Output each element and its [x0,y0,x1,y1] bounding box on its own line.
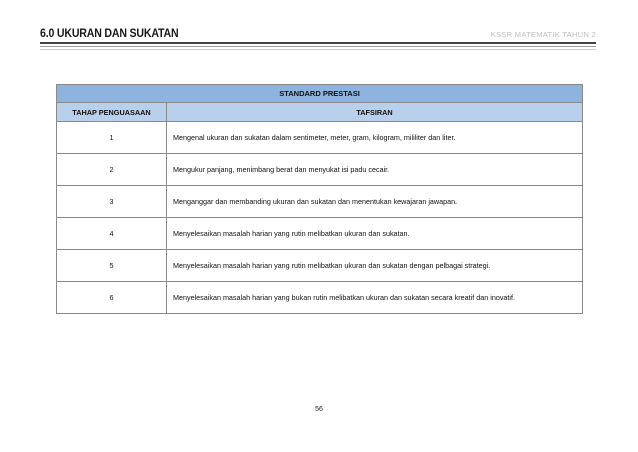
level-cell: 3 [57,186,167,218]
header-rule-light [40,46,596,47]
table-row [57,250,583,282]
column-header-tahap: TAHAP PENGUASAAN [57,103,167,122]
table-row [57,282,583,314]
table-row [57,122,583,154]
header-rule-light-2 [40,49,596,50]
level-cell: 5 [57,250,167,282]
table-row [57,186,583,218]
description-cell: Menyelesaikan masalah harian yang bukan rutin melibatkan ukuran dan sukatan secara kreatif dan inovatif. [167,282,583,314]
table-row [57,218,583,250]
document-label: KSSR MATEMATIK TAHUN 2 [490,30,596,39]
description-cell: Mengenal ukuran dan sukatan dalam sentimeter, meter, gram, kilogram, mililiter dan liter. [167,122,583,154]
description-cell: Menganggar dan membanding ukuran dan sukatan dan menentukan kewajaran jawapan. [167,186,583,218]
level-cell: 1 [57,122,167,154]
level-cell: 6 [57,282,167,314]
section-title: 6.0 UKURAN DAN SUKATAN [40,28,179,40]
table-title: STANDARD PRESTASI [57,85,583,103]
level-cell: 2 [57,154,167,186]
page-number: 56 [315,406,323,413]
header-rule-dark [40,42,596,44]
standard-prestasi-table [56,84,583,314]
table-row [57,154,583,186]
column-header-tafsiran: TAFSIRAN [167,103,583,122]
description-cell: Menyelesaikan masalah harian yang rutin melibatkan ukuran dan sukatan. [167,218,583,250]
level-cell: 4 [57,218,167,250]
description-cell: Menyelesaikan masalah harian yang rutin melibatkan ukuran dan sukatan dengan pelbagai strategi. [167,250,583,282]
description-cell: Mengukur panjang, menimbang berat dan menyukat isi padu cecair. [167,154,583,186]
